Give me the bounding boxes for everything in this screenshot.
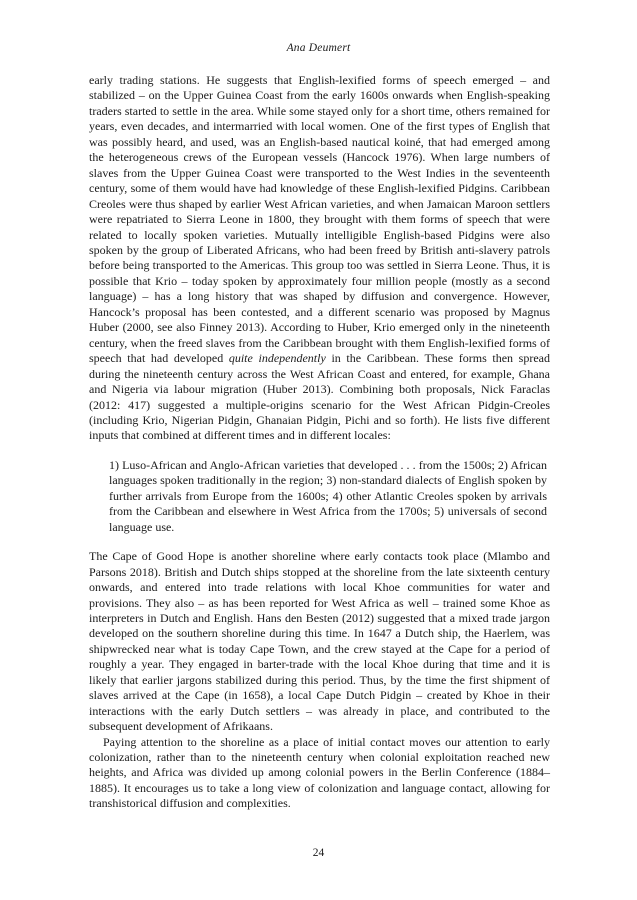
paragraph-3: Paying attention to the shoreline as a place of initial contact moves our attention to early colonization, rather than to the nineteenth century when colonial exploitation reached new heights, and Africa was divided up among colonial powers in the Berlin Conference (1884–1885). It encourages us to take a long view of colonization and language contact, allowing for transhistorical diffusion and complexities. [89, 734, 550, 811]
page-number: 24 [312, 847, 325, 859]
paragraph-1 [89, 73, 550, 444]
block-quote: 1) Luso-African and Anglo-African varieties that developed . . . from the 1500s; 2) African languages spoken traditionally in the region; 3) non-standard dialects of English spoken by further arrivals from Europe from the 1600s; 4) other Atlantic Creoles spoken by arrivals from the Caribbean and elsewhere in West Africa from the 1700s; 5) universals of second language use. [109, 457, 547, 534]
paragraph-1-text-b: in the Caribbean. These forms then spread during the nineteenth century across the West African Coast and entered, for example, Ghana and Nigeria via labour migration (Huber 2013). Combining both proposals, Nick Faraclas (2012: 417) suggested a multiple-origins scenario for the West African Pidgin-Creoles (including Krio, Nigerian Pidgin, Ghanaian Pidgin, Pichi and so forth). He lists five different inputs that combined at different times and in different locales: [89, 351, 550, 443]
paragraph-1-emphasis: quite independently [228, 351, 326, 366]
paragraph-2: The Cape of Good Hope is another shoreline where early contacts took place (Mlambo and Parsons 2018). British and Dutch ships stopped at the shoreline from the late sixteenth century onwards, and entered into trade relations with local Khoe communities for water and provisions. They also – as has been reported for West Africa as well – trained some Khoe as interpreters in Dutch and English. Hans den Besten (2012) suggested that a mixed trade jargon developed on the southern shoreline during this time. In 1647 a Dutch ship, the Haerlem, was shipwrecked near what is today Cape Town, and the crew stayed at the Cape for a period of roughly a year. They engaged in barter-trade with the local Khoe during that time and it is likely that earlier jargons stabilized during this period. Thus, by the time the first shipment of slaves arrived at the Cape (in 1658), a local Cape Dutch Pidgin – created by Khoe in their interactions with the early Dutch settlers – was already in place, and contributed to the subsequent development of Afrikaans. [89, 549, 550, 734]
main-text [89, 73, 550, 812]
paragraph-1-text-a: early trading stations. He suggests that English-lexified forms of speech emerged – and stabilized – on the Upper Guinea Coast from the early 1600s onwards when English-speaking traders started to settle in the area. While some stayed only for a short time, others remained for years, even decades, and intermarried with local women. One of the first types of English that was possibly heard, and used, was an English-based nautical koiné, that had emerged among the heterogeneous crews of the European vessels (Hancock 1976). When large numbers of slaves from the Upper Guinea Coast were transported to the West Indies in the seventeenth century, some of them would have had knowledge of these English-lexified Pidgins. Caribbean Creoles were thus shaped by earlier West African varieties, and when Jamaican Maroon settlers were repatriated to Sierra Leone in 1800, they brought with them forms of speech that were related to locally spoken varieties. Mutually intelligible English-based Pidgins were also spoken by the group of Liberated Africans, who had been freed by British anti-slavery patrols before being transported to the Americas. This group too was settled in Sierra Leone. Thus, it is possible that Krio – today spoken by approximately four million people (mostly as a second language) – has a long history that was shaped by diffusion and convergence. However, Hancock’s proposal has been contested, and a different scenario was proposed by Magnus Huber (2000, see also Finney 2013). According to Huber, Krio emerged only in the nineteenth century, when the freed slaves from the Caribbean brought with them English-lexified forms of speech that had developed [89, 73, 550, 366]
running-head: Ana Deumert [286, 42, 351, 54]
